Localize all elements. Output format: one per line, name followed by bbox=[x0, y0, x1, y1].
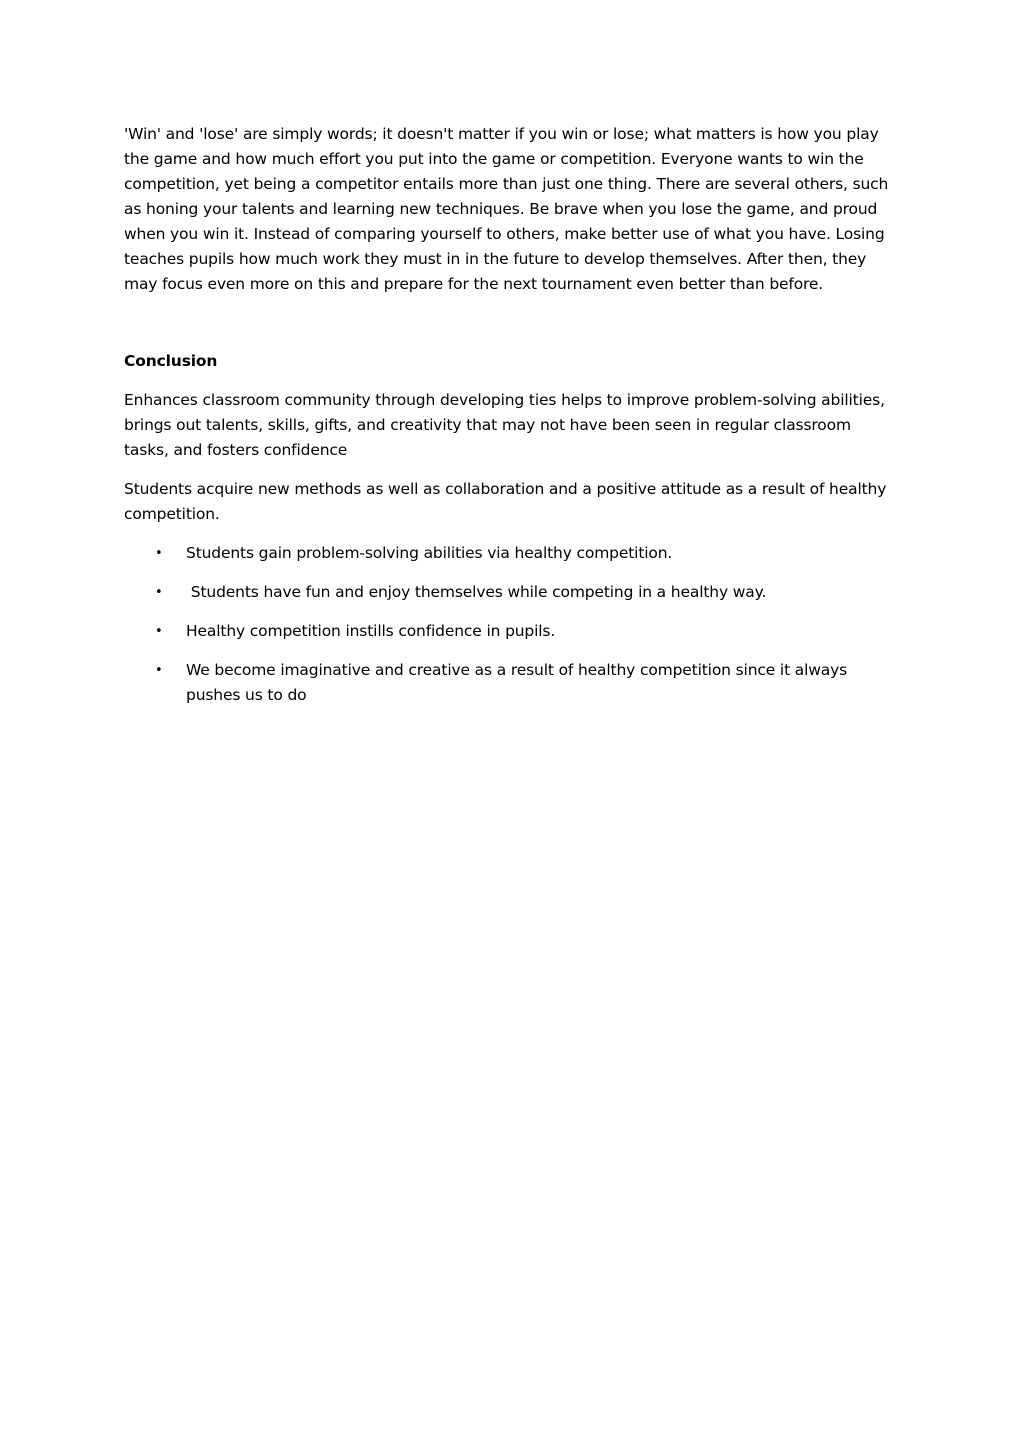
conclusion-heading: Conclusion bbox=[124, 352, 218, 370]
intro-paragraph: 'Win' and 'lose' are simply words; it doesn't matter if you win or lose; what matters is how you play the game and how much effort you put into the game or competition. Everyone wants to win the competition, yet being a competitor entails more than just one thing. There are several others, such as honing your talents and learning new techniques. Be brave when you lose the game, and proud when you win it. Instead of comparing yourself to others, make better use of what you have. Losing teaches pupils how much work they must in in the future to develop themselves. After then, they may focus even more on this and prepare for the next tournament even better than before. bbox=[124, 125, 889, 293]
list-item-text: Students have fun and enjoy themselves while competing in a healthy way. bbox=[186, 583, 767, 601]
list-item bbox=[124, 541, 894, 566]
bullet-icon: • bbox=[155, 624, 163, 639]
bullet-list bbox=[124, 541, 894, 708]
bullet-icon: • bbox=[155, 585, 163, 600]
list-item-text: Healthy competition instills confidence in pupils. bbox=[186, 622, 556, 640]
list-item bbox=[124, 658, 894, 708]
list-item-text: Students gain problem-solving abilities via healthy competition. bbox=[186, 544, 673, 562]
document-page bbox=[124, 122, 894, 722]
conclusion-paragraph: Students acquire new methods as well as collaboration and a positive attitude as a result of healthy competition. bbox=[124, 480, 887, 523]
list-item bbox=[124, 619, 894, 644]
conclusion-paragraph: Enhances classroom community through developing ties helps to improve problem-solving abilities, brings out talents, skills, gifts, and creativity that may not have been seen in regular classroom tasks, and fosters confidence bbox=[124, 391, 885, 459]
bullet-icon: • bbox=[155, 546, 163, 561]
list-item-text: We become imaginative and creative as a result of healthy competition since it always pushes us to do bbox=[186, 661, 848, 704]
bullet-icon: • bbox=[155, 663, 163, 678]
list-item bbox=[124, 580, 894, 605]
